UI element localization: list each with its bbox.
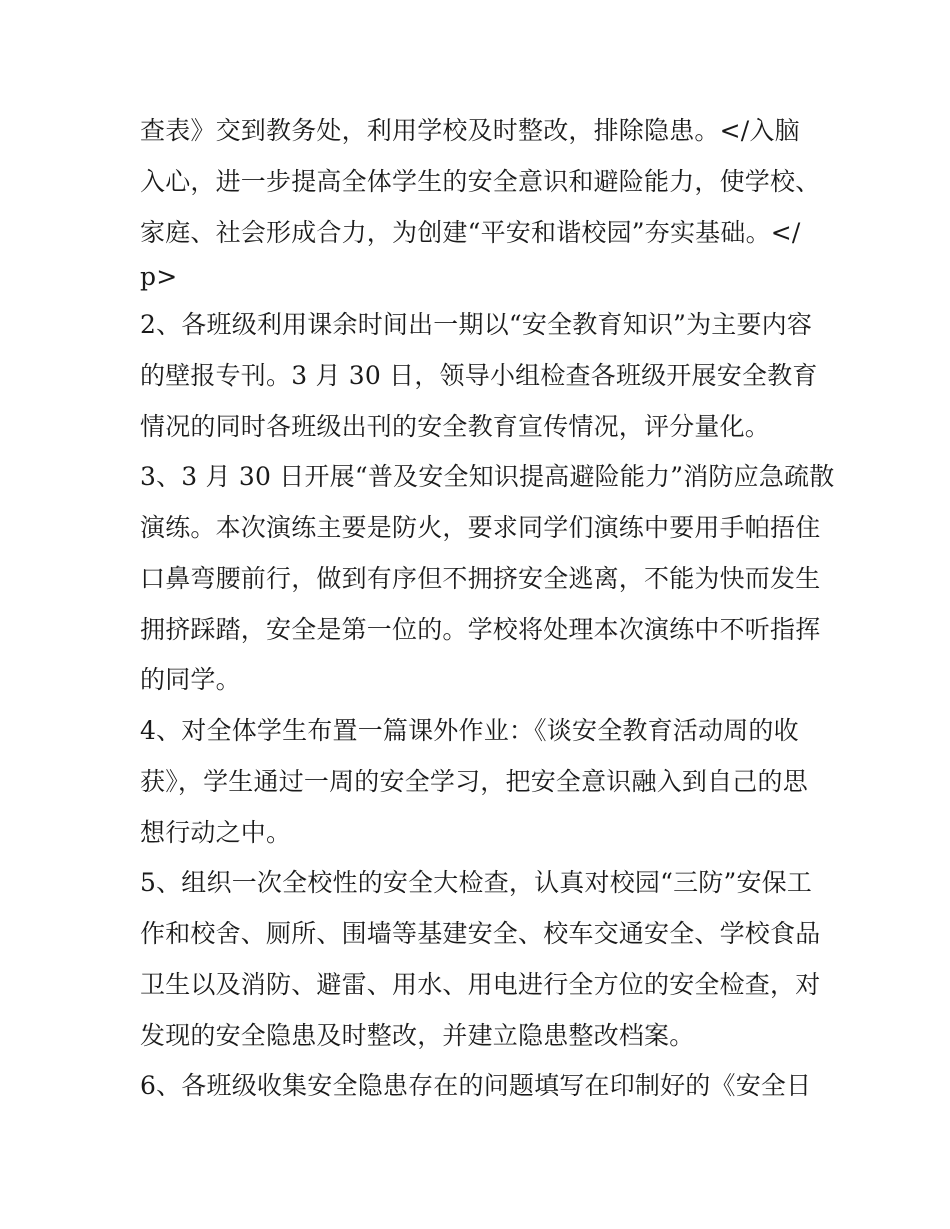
text-line: 作和校舍、厕所、围墙等基建安全、校车交通安全、学校食品 bbox=[140, 919, 821, 948]
text-line: 3、3 月 30 日开展“普及安全知识提高避险能力”消防应急疏散 bbox=[140, 462, 835, 491]
text-line: 入心，进一步提高全体学生的安全意识和避险能力，使学校、 bbox=[140, 167, 821, 196]
text-line: 获》，学生通过一周的安全学习，把安全意识融入到自己的思 bbox=[140, 767, 808, 796]
text-line: 想行动之中。 bbox=[140, 818, 292, 847]
text-line: 查表》交到教务处，利用学校及时整改，排除隐患。</入脑 bbox=[140, 116, 800, 145]
text-line: 拥挤踩踏，安全是第一位的。学校将处理本次演练中不听指挥 bbox=[140, 615, 821, 644]
text-line: 情况的同时各班级出刊的安全教育宣传情况，评分量化。 bbox=[140, 412, 771, 441]
text-line: p> bbox=[140, 262, 178, 291]
text-line: 家庭、社会形成合力，为创建“平安和谐校园”夯实基础。</ bbox=[140, 218, 801, 247]
text-line: 的壁报专刊。3 月 30 日，领导小组检查各班级开展安全教育 bbox=[140, 361, 818, 390]
text-line: 5、组织一次全校性的安全大检查，认真对校园“三防”安保工 bbox=[140, 868, 813, 897]
text-line: 演练。本次演练主要是防火，要求同学们演练中要用手帕捂住 bbox=[140, 513, 821, 542]
text-line: 卫生以及消防、避雷、用水、用电进行全方位的安全检查，对 bbox=[140, 970, 821, 999]
text-line: 发现的安全隐患及时整改，并建立隐患整改档案。 bbox=[140, 1021, 695, 1050]
text-line: 的同学。 bbox=[140, 665, 241, 694]
text-line: 口鼻弯腰前行，做到有序但不拥挤安全逃离，不能为快而发生 bbox=[140, 564, 821, 593]
text-line: 2、各班级利用课余时间出一期以“安全教育知识”为主要内容 bbox=[140, 310, 813, 339]
text-line: 4、对全体学生布置一篇课外作业：《谈安全教育活动周的收 bbox=[140, 716, 799, 745]
text-line: 6、各班级收集安全隐患存在的问题填写在印制好的《安全日 bbox=[140, 1071, 812, 1100]
